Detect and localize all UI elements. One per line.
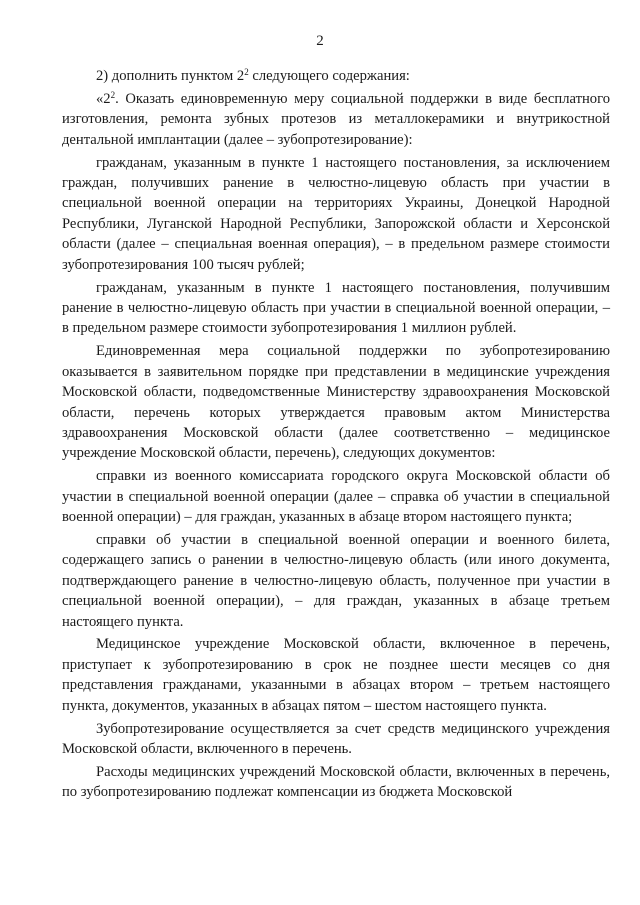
paragraph: гражданам, указанным в пункте 1 настоящего постановления, получившим ранение в челюстно-лицевую область при участии в специальной военной операции, – в предельном размере стоимости зубопротезирования 1 миллион рублей.: [62, 279, 610, 337]
document-body: [62, 66, 610, 805]
clause-number-superscript: 2: [110, 89, 116, 100]
paragraph: Расходы медицинских учреждений Московской области, включенных в перечень, по зубопротезированию подлежат компенсации из бюджета Московской: [62, 763, 610, 801]
paragraph: Зубопротезирование осуществляется за счет средств медицинского учреждения Московской области, включенного в перечень.: [62, 720, 610, 757]
clause-heading: [62, 89, 610, 150]
amendment-intro-superscript: 2: [244, 67, 249, 77]
amendment-intro-tail: следующего содержания:: [248, 68, 410, 84]
amendment-intro: [62, 66, 610, 86]
paragraph: гражданам, указанным в пункте 1 настоящего постановления, за исключением граждан, получивших ранение в челюстно-лицевую область при участии в специальной военной операции на территориях Украины, Донецкой Народной Республики, Луганской Народной Республики, Запорожской области и Херсонской области (далее – специальная военная операция), – в предельном размере стоимости зубопротезирования 100 тысяч рублей;: [62, 154, 610, 273]
paragraph: справки об участии в специальной военной операции и военного билета, содержащего запись о ранении в челюстно-лицевую область (или иного документа, подтверждающего ранение в челюстно-лицевую область, полученное при участии в специальной военной операции), – для граждан, указанных в абзаце третьем настоящего пункта.: [62, 531, 610, 630]
paragraph: Единовременная мера социальной поддержки по зубопротезированию оказывается в заявительном порядке при представлении в медицинские учреждения Московской области, подведомственные Министерству здравоохранения Московской области, перечень которых утверждается правовым актом Министерства здравоохранения Московской области (далее соответственно – медицинское учреждение Московской области, перечень), следующих документов:: [62, 343, 610, 462]
amendment-intro-text: 2) дополнить пунктом 2: [96, 68, 245, 84]
paragraph: Медицинское учреждение Московской области, включенное в перечень, приступает к зубопротезированию в срок не позднее шести месяцев со дня представления гражданами, указанными в абзацах втором – третьем настоящего пункта, документов, указанных в абзацах пятом – шестом настоящего пункта.: [62, 636, 610, 714]
paragraph: справки из военного комиссариата городского округа Московской области об участии в специальной военной операции (далее – справка об участии в специальной военной операции) – для граждан, указанных в абзаце втором настоящего пункта;: [62, 468, 610, 526]
clause-number: «2: [96, 90, 111, 107]
page-number: 2: [316, 33, 324, 49]
clause-text: . Оказать единовременную меру социальной поддержки в виде бесплатного изготовления, ремонта зубных протезов из металлокерамики и внутрикостной дентальной имплантации (далее – зубопротезирование):: [62, 90, 610, 148]
